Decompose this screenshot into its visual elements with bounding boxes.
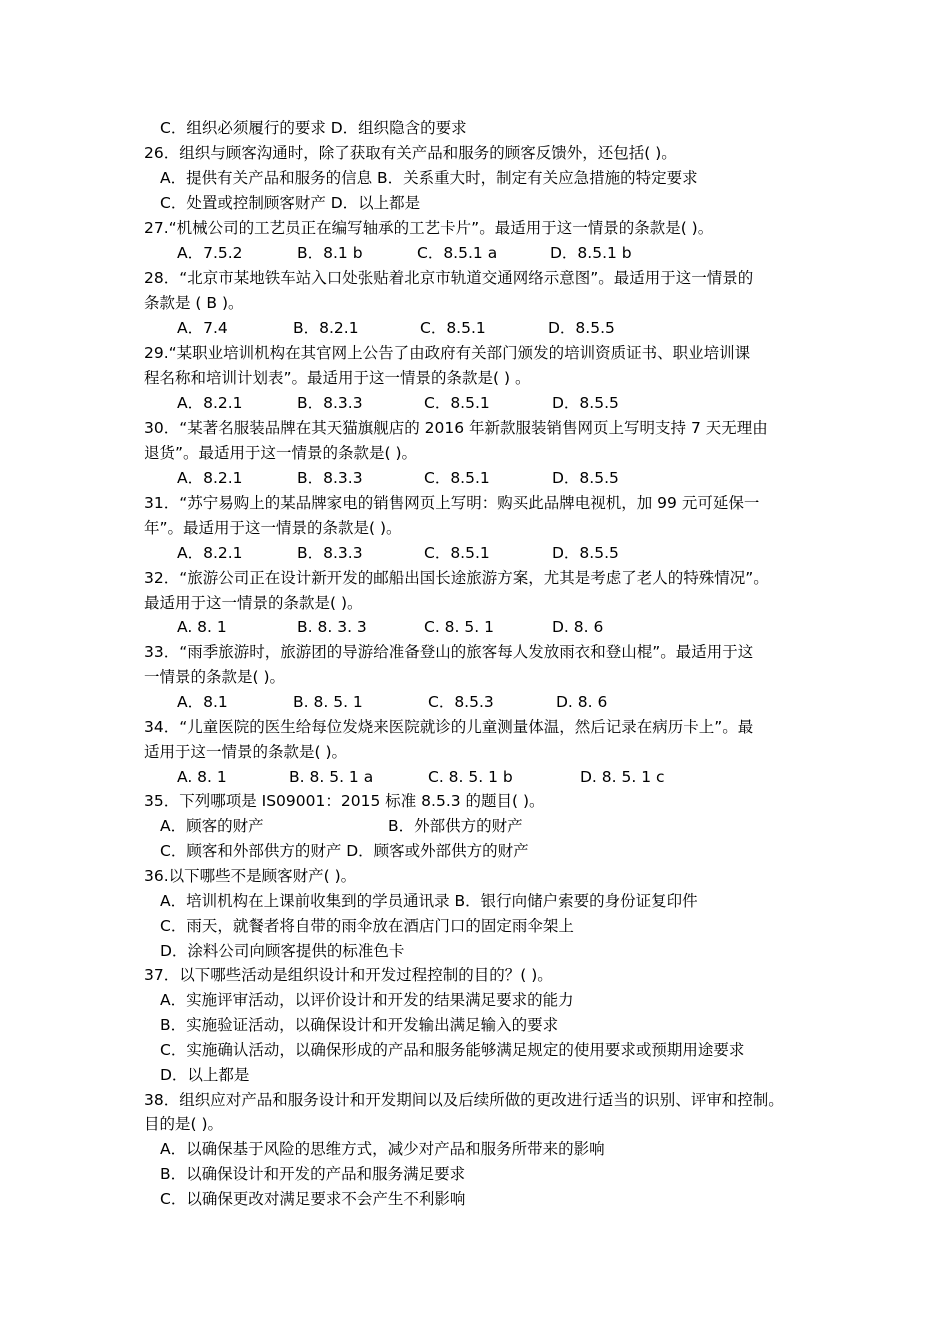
text-line: 33．“雨季旅游时，旅游团的导游给准备登山的旅客每人发放雨衣和登山棍”。最适用于这 bbox=[144, 643, 754, 661]
text-line: A. 8. 1 bbox=[177, 618, 227, 636]
text-line: B．以确保设计和开发的产品和服务满足要求 bbox=[160, 1165, 466, 1183]
text-line: C．8.5.1 bbox=[424, 544, 490, 562]
text-line: C．8.5.3 bbox=[428, 693, 494, 711]
text-line: B．8.3.3 bbox=[297, 544, 363, 562]
text-line: A．7.4 bbox=[177, 319, 228, 337]
text-line: B．实施验证活动，以确保设计和开发输出满足输入的要求 bbox=[160, 1016, 559, 1034]
text-line: B．8.3.3 bbox=[297, 469, 363, 487]
text-line: 26．组织与顾客沟通时，除了获取有关产品和服务的顾客反馈外，还包括( )。 bbox=[144, 144, 677, 162]
text-line: B．8.2.1 bbox=[293, 319, 359, 337]
text-line: C．8.5.1 a bbox=[417, 244, 498, 262]
text-line: C．8.5.1 bbox=[424, 394, 490, 412]
text-line: D．以上都是 bbox=[160, 1066, 250, 1084]
text-line: 38．组织应对产品和服务设计和开发期间以及后续所做的更改进行适当的识别、评审和控制。 bbox=[144, 1091, 784, 1109]
text-line: C．实施确认活动，以确保形成的产品和服务能够满足规定的使用要求或预期用途要求 bbox=[160, 1041, 745, 1059]
text-line: C．处置或控制顾客财产 D．以上都是 bbox=[160, 194, 421, 212]
text-line: D．8.5.5 bbox=[552, 544, 619, 562]
text-line: C．组织必须履行的要求 D．组织隐含的要求 bbox=[160, 119, 467, 137]
text-line: A．8.2.1 bbox=[177, 394, 243, 412]
text-line: D．8.5.5 bbox=[548, 319, 615, 337]
text-line: 最适用于这一情景的条款是( )。 bbox=[144, 594, 363, 612]
text-line: 37．以下哪些活动是组织设计和开发过程控制的目的？( )。 bbox=[144, 966, 553, 984]
text-line: B．8.1 b bbox=[297, 244, 363, 262]
text-line: 34．“儿童医院的医生给每位发烧来医院就诊的儿童测量体温，然后记录在病历卡上”。最 bbox=[144, 718, 754, 736]
text-line: A．8.2.1 bbox=[177, 469, 243, 487]
text-line: 一情景的条款是( )。 bbox=[144, 668, 286, 686]
text-line: 28．“北京市某地铁车站入口处张贴着北京市轨道交通网络示意图”。最适用于这一情景的 bbox=[144, 269, 754, 287]
text-line: D．8.5.1 b bbox=[550, 244, 632, 262]
text-line: 条款是 ( B )。 bbox=[144, 294, 244, 312]
text-line: 32．“旅游公司正在设计新开发的邮船出国长途旅游方案，尤其是考虑了老人的特殊情况”。 bbox=[144, 569, 769, 587]
text-line: A．顾客的财产 bbox=[160, 817, 264, 835]
text-line: A．以确保基于风险的思维方式，减少对产品和服务所带来的影响 bbox=[160, 1140, 605, 1158]
text-line: C．8.5.1 bbox=[420, 319, 486, 337]
text-line: A．8.2.1 bbox=[177, 544, 243, 562]
text-line: 35．下列哪项是 IS09001：2015 标准 8.5.3 的题目( )。 bbox=[144, 792, 545, 810]
text-line: A．8.1 bbox=[177, 693, 228, 711]
text-line: 目的是( )。 bbox=[144, 1115, 224, 1133]
text-line: C．8.5.1 bbox=[424, 469, 490, 487]
text-line: B. 8. 3. 3 bbox=[297, 618, 367, 636]
text-line: B. 8. 5. 1 bbox=[293, 693, 363, 711]
text-line: A．培训机构在上课前收集到的学员通讯录 B．银行向储户索要的身份证复印件 bbox=[160, 892, 698, 910]
text-line: 程名称和培训计划表”。最适用于这一情景的条款是( ) 。 bbox=[144, 369, 531, 387]
text-line: 年”。最适用于这一情景的条款是( )。 bbox=[144, 519, 402, 537]
text-line: B．8.3.3 bbox=[297, 394, 363, 412]
text-line: A. 8. 1 bbox=[177, 768, 227, 786]
text-line: A．提供有关产品和服务的信息 B．关系重大时，制定有关应急措施的特定要求 bbox=[160, 169, 698, 187]
text-line: 31．“苏宁易购上的某品牌家电的销售网页上写明：购买此品牌电视机，加 99 元可延保一 bbox=[144, 494, 760, 512]
text-line: C．雨天，就餐者将自带的雨伞放在酒店门口的固定雨伞架上 bbox=[160, 917, 574, 935]
text-line: 退货”。最适用于这一情景的条款是( )。 bbox=[144, 444, 418, 462]
text-line: D．8.5.5 bbox=[552, 469, 619, 487]
text-line: 29.“某职业培训机构在其官网上公告了由政府有关部门颁发的培训资质证书、职业培训课 bbox=[144, 344, 751, 362]
text-line: D. 8. 5. 1 c bbox=[580, 768, 665, 786]
text-line: C. 8. 5. 1 bbox=[424, 618, 494, 636]
text-line: D．8.5.5 bbox=[552, 394, 619, 412]
text-line: C．以确保更改对满足要求不会产生不利影响 bbox=[160, 1190, 466, 1208]
text-line: 27.“机械公司的工艺员正在编写轴承的工艺卡片”。最适用于这一情景的条款是( )。 bbox=[144, 219, 714, 237]
text-line: D. 8. 6 bbox=[556, 693, 608, 711]
text-line: A．实施评审活动，以评价设计和开发的结果满足要求的能力 bbox=[160, 991, 574, 1009]
text-line: A．7.5.2 bbox=[177, 244, 243, 262]
text-line: B．外部供方的财产 bbox=[388, 817, 523, 835]
text-line: C．顾客和外部供方的财产 D．顾客或外部供方的财产 bbox=[160, 842, 529, 860]
text-line: D．涂料公司向顾客提供的标准色卡 bbox=[160, 942, 405, 960]
text-line: 30．“某著名服装品牌在其天猫旗舰店的 2016 年新款服装销售网页上写明支持 7 天无理由 bbox=[144, 419, 768, 437]
text-line: 36.以下哪些不是顾客财产( )。 bbox=[144, 867, 357, 885]
text-line: C. 8. 5. 1 b bbox=[428, 768, 513, 786]
text-line: B. 8. 5. 1 a bbox=[289, 768, 374, 786]
text-line: 适用于这一情景的条款是( )。 bbox=[144, 743, 348, 761]
text-line: D. 8. 6 bbox=[552, 618, 604, 636]
